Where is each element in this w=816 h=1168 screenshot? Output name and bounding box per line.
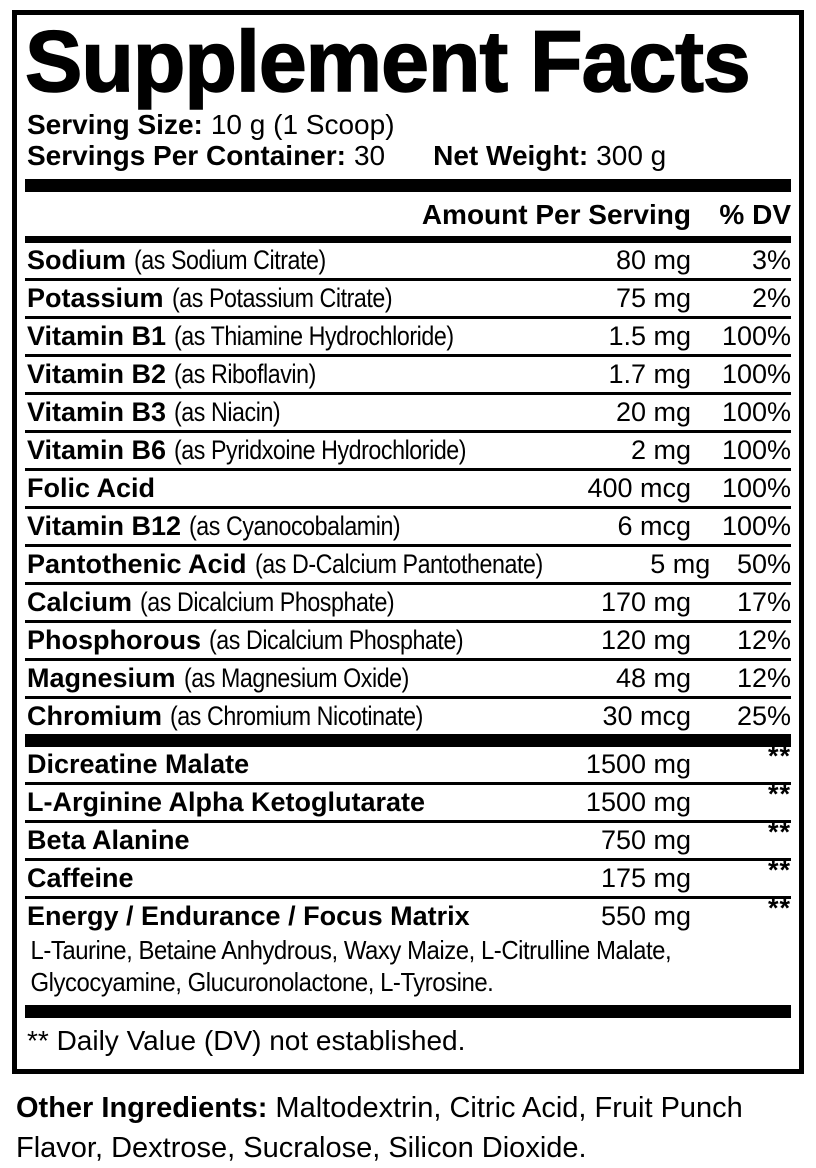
table-row xyxy=(25,620,791,658)
nutrient-detail: (as Riboflavin) xyxy=(174,358,317,389)
net-weight-value: 300 g xyxy=(596,140,667,172)
net-weight xyxy=(433,140,666,171)
blend-dv xyxy=(691,778,791,816)
servings-per-container xyxy=(27,140,385,171)
nutrient-dv: 100% xyxy=(721,510,791,541)
blend-amount: 175 mg xyxy=(600,862,691,893)
table-row xyxy=(25,892,791,934)
nutrient-dv: 100% xyxy=(721,320,791,351)
blend-amount: 550 mg xyxy=(600,900,691,931)
nutrient-amount: 75 mg xyxy=(615,282,691,313)
blend-name: Energy / Endurance / Focus Matrix xyxy=(27,900,470,931)
serving-size-line xyxy=(27,109,791,140)
nutrient-amount: 1.5 mg xyxy=(608,320,691,351)
other-ingredients-value: Maltodextrin, Citric Acid, Fruit Punch Flavor, Dextrose, Sucralose, Silicon Dioxide. xyxy=(16,1092,743,1165)
supplement-facts-panel xyxy=(12,10,804,1074)
table-row xyxy=(25,506,791,544)
nutrient-name: Folic Acid xyxy=(27,472,156,503)
nutrient-dv: 100% xyxy=(721,472,791,503)
dv-not-established-marker: ** xyxy=(767,854,791,885)
nutrient-dv: 100% xyxy=(721,434,791,465)
nutrient-amount: 2 mg xyxy=(630,434,691,465)
other-ingredients xyxy=(16,1088,800,1168)
nutrient-detail: (as Magnesium Oxide) xyxy=(183,662,409,693)
net-weight-label: Net Weight: xyxy=(433,140,589,172)
dv-not-established-marker: ** xyxy=(767,892,791,923)
blend-dv xyxy=(691,740,791,778)
nutrient-name: Calcium xyxy=(27,586,133,617)
table-row xyxy=(25,316,791,354)
dv-not-established-marker: ** xyxy=(767,816,791,847)
table-row xyxy=(25,778,791,820)
nutrient-amount: 400 mcg xyxy=(587,472,691,503)
amount-column-header: Amount Per Serving xyxy=(421,198,691,230)
serving-size-value: 10 g (1 Scoop) xyxy=(210,109,395,140)
nutrient-detail: (as Sodium Citrate) xyxy=(134,244,326,275)
table-row xyxy=(25,582,791,620)
table-row xyxy=(25,468,791,506)
servings-net-weight-line xyxy=(27,140,791,171)
nutrient-dv: 25% xyxy=(736,700,791,731)
panel-title: Supplement Facts xyxy=(25,14,750,110)
table-row xyxy=(25,392,791,430)
nutrient-amount: 20 mg xyxy=(615,396,691,427)
nutrient-dv: 100% xyxy=(721,396,791,427)
nutrient-dv: 2% xyxy=(751,282,791,313)
nutrient-dv: 3% xyxy=(751,244,791,275)
blend-name: Beta Alanine xyxy=(27,824,190,855)
blend-section xyxy=(25,740,791,1005)
nutrient-detail: (as D-Calcium Pantothenate) xyxy=(254,548,543,579)
blend-amount: 1500 mg xyxy=(585,786,691,817)
nutrient-detail: (as Thiamine Hydrochloride) xyxy=(174,320,454,351)
blend-dv xyxy=(691,816,791,854)
serving-size-label: Serving Size: xyxy=(27,109,203,140)
nutrient-dv: 50% xyxy=(736,548,791,579)
nutrient-amount: 6 mcg xyxy=(617,510,691,541)
other-ingredients-label: Other Ingredients: xyxy=(16,1092,268,1125)
nutrient-amount: 48 mg xyxy=(615,662,691,693)
table-row xyxy=(25,740,791,782)
blend-dv xyxy=(691,854,791,892)
nutrient-name: Potassium xyxy=(27,282,164,313)
blend-name: Caffeine xyxy=(27,862,134,893)
table-row xyxy=(25,544,791,582)
table-row xyxy=(25,854,791,896)
blend-amount: 750 mg xyxy=(600,824,691,855)
nutrient-dv: 12% xyxy=(736,662,791,693)
nutrient-name: Magnesium xyxy=(27,662,176,693)
table-row xyxy=(25,243,791,278)
dv-not-established-marker: ** xyxy=(767,778,791,809)
nutrient-name: Sodium xyxy=(27,244,126,275)
divider-bar-thick-middle xyxy=(25,734,791,747)
nutrient-amount: 120 mg xyxy=(600,624,691,655)
nutrient-name: Chromium xyxy=(27,700,162,731)
table-row xyxy=(25,430,791,468)
nutrient-dv: 12% xyxy=(736,624,791,655)
divider-bar-thick-bottom xyxy=(25,1005,791,1018)
nutrient-name: Vitamin B12 xyxy=(27,510,182,541)
nutrient-amount: 80 mg xyxy=(615,244,691,275)
nutrient-name: Vitamin B1 xyxy=(27,320,167,351)
nutrient-name: Vitamin B6 xyxy=(27,434,167,465)
nutrient-name: Vitamin B2 xyxy=(27,358,167,389)
servings-per-container-label: Servings Per Container: xyxy=(27,140,346,172)
blend-name: L-Arginine Alpha Ketoglutarate xyxy=(27,786,426,817)
nutrient-detail: (as Dicalcium Phosphate) xyxy=(209,624,464,655)
blend-name: Dicreatine Malate xyxy=(27,748,250,779)
blend-sub-ingredients: L-Taurine, Betaine Anhydrous, Waxy Maize, L-Citrulline Malate, Glycocyamine, Glucuronolactone, L-Tyrosine. xyxy=(30,934,672,997)
nutrient-dv: 100% xyxy=(721,358,791,389)
nutrients-section xyxy=(25,243,791,734)
dv-column-header: % DV xyxy=(719,198,791,230)
nutrient-dv: 17% xyxy=(736,586,791,617)
table-row xyxy=(25,658,791,696)
nutrient-detail: (as Dicalcium Phosphate) xyxy=(140,586,395,617)
table-row xyxy=(25,816,791,858)
nutrient-detail: (as Niacin) xyxy=(174,396,281,427)
nutrient-detail: (as Chromium Nicotinate) xyxy=(170,700,423,731)
nutrient-name: Phosphorous xyxy=(27,624,201,655)
column-header-row xyxy=(25,192,791,236)
divider-bar-thick-top xyxy=(25,179,791,192)
nutrient-amount: 170 mg xyxy=(600,586,691,617)
divider-bar-medium xyxy=(25,236,791,243)
nutrient-amount: 5 mg xyxy=(650,548,711,579)
nutrient-detail: (as Potassium Citrate) xyxy=(171,282,392,313)
blend-amount: 1500 mg xyxy=(585,748,691,779)
nutrient-detail: (as Pyridxoine Hydrochloride) xyxy=(174,434,467,465)
nutrient-detail: (as Cyanocobalamin) xyxy=(189,510,401,541)
table-row xyxy=(25,696,791,734)
blend-dv xyxy=(691,892,791,930)
table-row xyxy=(25,354,791,392)
nutrient-name: Vitamin B3 xyxy=(27,396,167,427)
dv-not-established-marker: ** xyxy=(767,740,791,771)
nutrient-amount: 30 mcg xyxy=(602,700,691,731)
dv-footnote: ** Daily Value (DV) not established. xyxy=(27,1025,466,1057)
nutrient-amount: 1.7 mg xyxy=(608,358,691,389)
table-row xyxy=(25,278,791,316)
servings-per-container-value: 30 xyxy=(353,140,386,172)
nutrient-name: Pantothenic Acid xyxy=(27,548,247,579)
